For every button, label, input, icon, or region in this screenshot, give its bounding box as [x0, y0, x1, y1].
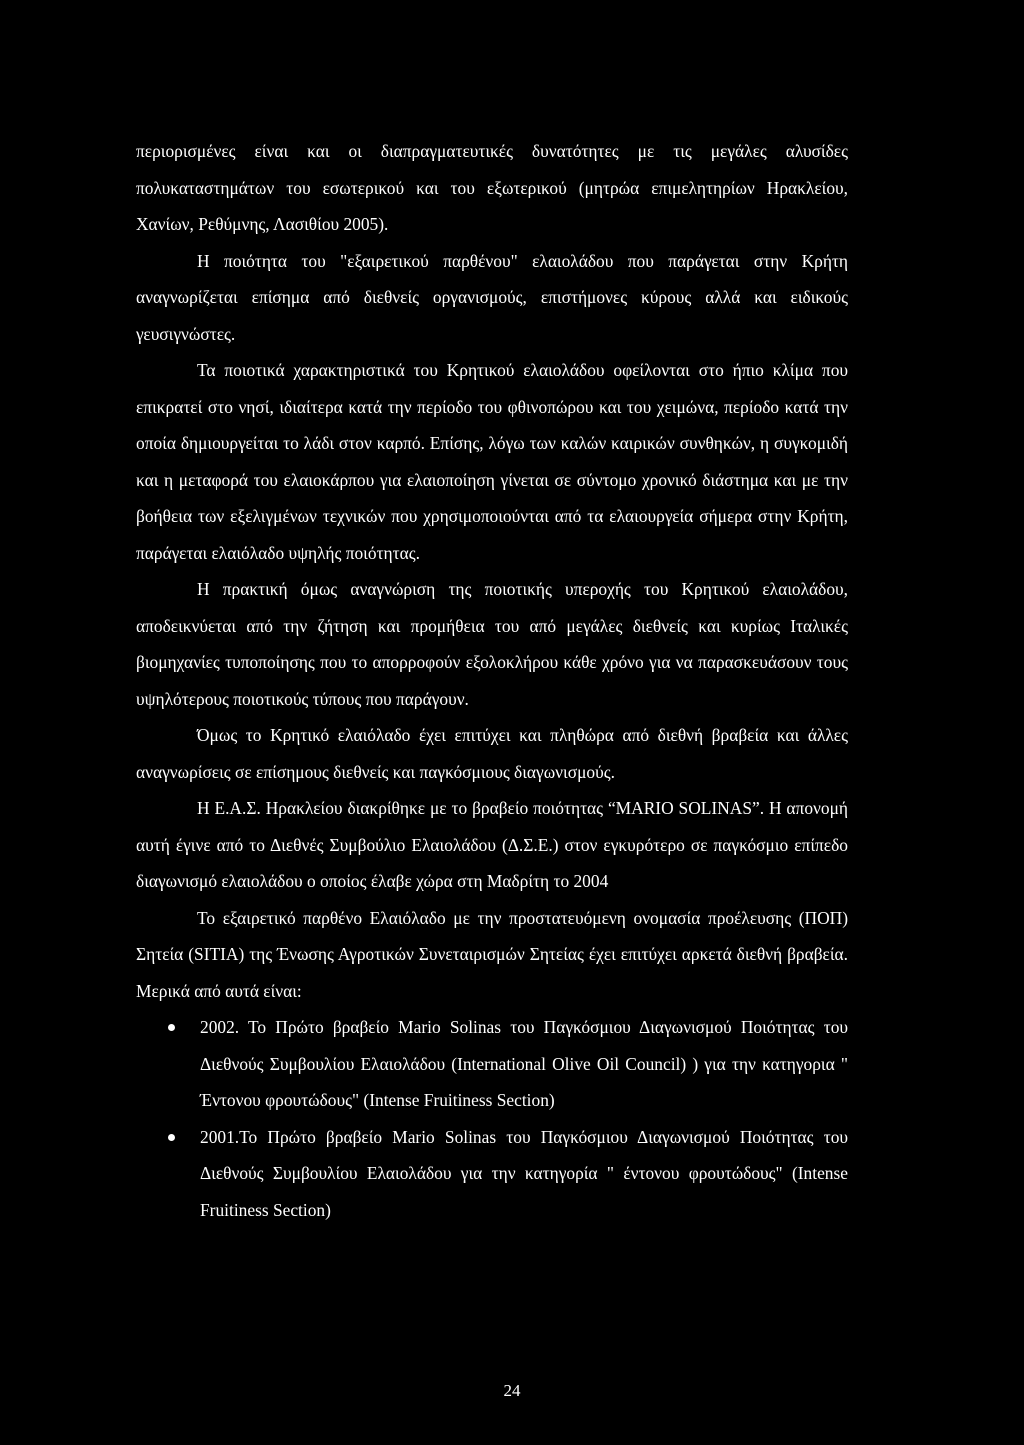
paragraph-awards-intro: Όμως το Κρητικό ελαιόλαδο έχει επιτύχει και πληθώρα από διεθνή βραβεία και άλλες αναγνωρίσεις σε επίσημους διεθνείς και παγκόσμιους διαγωνισμούς. [136, 725, 848, 782]
paragraph-characteristics: Τα ποιοτικά χαρακτηριστικά του Κρητικού ελαιολάδου οφείλονται στο ήπιο κλίμα που επικρατεί στο νησί, ιδιαίτερα κατά την περίοδο του φθινοπώρου και του χειμώνα, περίοδο κατά την οποία δημιουργείται το λάδι στον καρπό. Επίσης, λόγω των καλών καιρικών συνθηκών, η συγκομιδή και η μεταφορά του ελαιοκάρπου για ελαιοποίηση γίνεται σε σύντομο χρονικό διάστημα και με την βοήθεια των εξελιγμένων τεχνικών που χρησιμοποιούνται από τα ελαιουργεία σήμερα στην Κρήτη, παράγεται ελαιόλαδο υψηλής ποιότητας. [136, 360, 848, 563]
paragraph-sitia: Το εξαιρετικό παρθένο Ελαιόλαδο με την προστατευόμενη ονομασία προέλευσης (ΠΟΠ) Σητεία (SITIA) της Ένωσης Αγροτικών Συνεταιρισμών Σητείας έχει επιτύχει αρκετά διεθνή βραβεία. Μερικά από αυτά είναι: [136, 907, 848, 1001]
list-item [136, 1009, 848, 1119]
paragraph-eas-heraklion: Η Ε.Α.Σ. Ηρακλείου διακρίθηκε με το βραβείο ποιότητας “MARIO SOLINAS”. Η απονομή αυτή έγινε από το Διεθνές Συμβούλιο Ελαιολάδου (Δ.Σ.Ε.) στον εγκυρότερο σε παγκόσμιο επίπεδο διαγωνισμό ελαιολάδου ο οποίος έλαβε χώρα στη Μαδρίτη το 2004 [136, 798, 848, 891]
bullet-icon [168, 1134, 175, 1141]
award-text: 2002. Το Πρώτο βραβείο Mario Solinas του Παγκόσμιου Διαγωνισμού Ποιότητας του Διεθνούς Συμβουλίου Ελαιολάδου (International Olive Oil Council) ) για την κατηγορια " Έντονου φρουτώδους" (Intense Fruitiness Section) [200, 1017, 848, 1110]
paragraph-quality: Η ποιότητα του "εξαιρετικού παρθένου" ελαιολάδου που παράγεται στην Κρήτη αναγνωρίζεται επίσημα από διεθνείς οργανισμούς, επιστήμονες κύρους αλλά και ειδικούς γευσιγνώστες. [136, 250, 848, 344]
body-text [136, 133, 848, 1228]
awards-list [136, 1009, 848, 1228]
page-number: 24 [503, 1381, 521, 1400]
paragraph-continuation: περιορισμένες είναι και οι διαπραγματευτικές δυνατότητες με τις μεγάλες αλυσίδες πολυκαταστημάτων του εσωτερικού και του εξωτερικού (μητρώα επιμελητηρίων Ηρακλείου, Χανίων, Ρεθύμνης, Λασιθίου 2005). [136, 141, 848, 234]
bullet-icon [168, 1024, 175, 1031]
list-item [136, 1119, 848, 1229]
paragraph-recognition: Η πρακτική όμως αναγνώριση της ποιοτικής υπεροχής του Κρητικού ελαιολάδου, αποδεικνύεται από την ζήτηση και προμήθεια του από μεγάλες διεθνείς και κυρίως Ιταλικές βιομηχανίες τυποποίησης που το απορροφούν εξολοκλήρου κάθε χρόνο για να παρασκευάσουν τους υψηλότερους ποιοτικούς τύπους που παράγουν. [136, 579, 848, 709]
award-text: 2001.Το Πρώτο βραβείο Mario Solinas του Παγκόσμιου Διαγωνισμού Ποιότητας του Διεθνούς Συμβουλίου Ελαιολάδου για την κατηγορία " έντονου φρουτώδους" (Intense Fruitiness Section) [200, 1126, 848, 1220]
